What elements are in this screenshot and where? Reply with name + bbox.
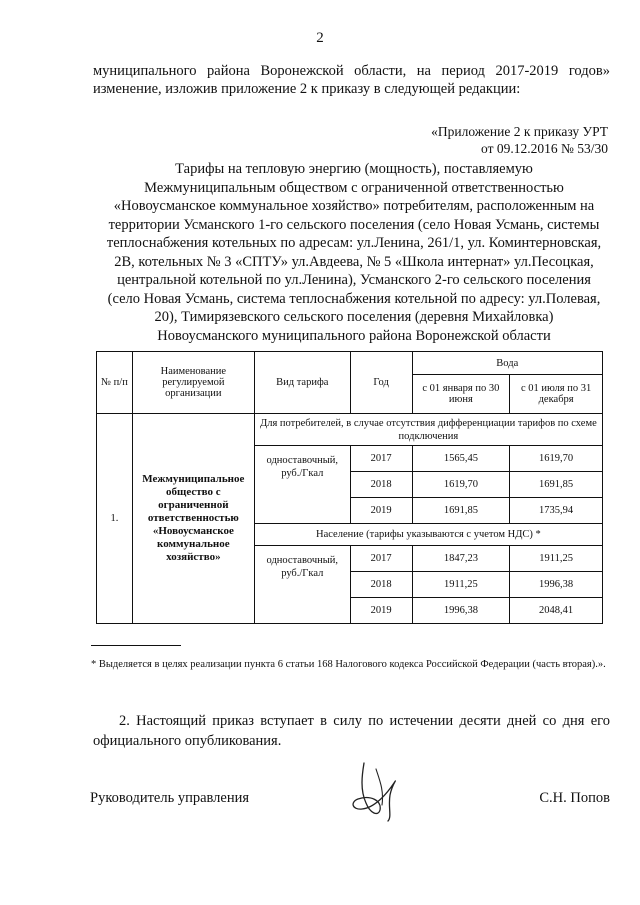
title-line: территории Усманского 1-го сельского поселения (село Новая Усмань, системы bbox=[108, 216, 600, 233]
tariff-table bbox=[96, 351, 603, 624]
paragraph-2: 2. Настоящий приказ вступает в силу по истечении десяти дней со дня его официального опубликования. bbox=[93, 713, 610, 749]
table-note-row bbox=[97, 414, 603, 446]
year-cell: 2019 bbox=[350, 598, 412, 624]
value-cell: 1911,25 bbox=[412, 572, 510, 598]
value-cell: 1565,45 bbox=[412, 446, 510, 472]
year-cell: 2017 bbox=[350, 546, 412, 572]
signatory-name: С.Н. Попов bbox=[539, 790, 610, 806]
title-line: центральной котельной по ул.Ленина), Усманского 2-го сельского поселения bbox=[117, 272, 591, 288]
title-line: 2В, котельных № 3 «СПТУ» ул.Авдеева, № 5 «Школа интернат» ул.Песоцкая, bbox=[114, 253, 594, 270]
value-cell: 2048,41 bbox=[510, 598, 603, 624]
title-line: Тарифы на тепловую энергию (мощность), поставляемую bbox=[175, 161, 533, 177]
tariff-type-cell: одноставочный, руб./Гкал bbox=[254, 446, 350, 524]
header-tariff-type: Вид тарифа bbox=[254, 352, 350, 414]
title-line: «Новоусманское коммунальное хозяйство» потребителям, расположенным на bbox=[113, 198, 595, 214]
handwritten-signature bbox=[340, 755, 420, 825]
row-number: 1. bbox=[97, 414, 133, 624]
value-cell: 1911,25 bbox=[510, 546, 603, 572]
value-cell: 1735,94 bbox=[510, 498, 603, 524]
value-cell: 1996,38 bbox=[510, 572, 603, 598]
value-cell: 1847,23 bbox=[412, 546, 510, 572]
footnote-divider bbox=[91, 645, 181, 646]
value-cell: 1691,85 bbox=[510, 472, 603, 498]
intro-line-1: муниципального района Воронежской области, на период 2017-2019 годов» bbox=[93, 63, 610, 79]
year-cell: 2018 bbox=[350, 472, 412, 498]
page-number: 2 bbox=[316, 30, 324, 46]
header-year: Год bbox=[350, 352, 412, 414]
header-period-1: с 01 января по 30 июня bbox=[412, 375, 510, 414]
header-num: № п/п bbox=[97, 352, 133, 414]
header-period-2: с 01 июля по 31 декабря bbox=[510, 375, 603, 414]
value-cell: 1619,70 bbox=[412, 472, 510, 498]
header-water: Вода bbox=[412, 352, 602, 375]
title-line: Межмуниципальным обществом с ограниченной ответственностью bbox=[144, 179, 564, 196]
signatory-title: Руководитель управления bbox=[90, 790, 250, 806]
year-cell: 2019 bbox=[350, 498, 412, 524]
value-cell: 1619,70 bbox=[510, 446, 603, 472]
appendix-line-2: от 09.12.2016 № 53/30 bbox=[481, 141, 608, 156]
table-header-row bbox=[97, 352, 603, 375]
intro-line-2: изменение, изложив приложение 2 к приказу в следующей редакции: bbox=[93, 81, 521, 97]
title-line: теплоснабжения котельных по адресам: ул.Ленина, 261/1, ул. Коминтерновская, bbox=[106, 235, 602, 251]
header-org: Наименование регулируемой организации bbox=[132, 352, 254, 414]
footnote: * Выделяется в целях реализации пункта 6 статьи 168 Налогового кодекса Российской Федерации (часть вторая).». bbox=[91, 659, 606, 670]
organization-name: Межмуниципальное общество с ограниченной ответственностью «Новоусманское коммунальное хозяйство» bbox=[132, 414, 254, 624]
value-cell: 1996,38 bbox=[412, 598, 510, 624]
tariff-type-cell: одноставочный, руб./Гкал bbox=[254, 546, 350, 624]
title-line: Новоусманского муниципального района Воронежской области bbox=[157, 327, 551, 344]
document-title bbox=[84, 160, 624, 345]
year-cell: 2018 bbox=[350, 572, 412, 598]
title-line: (село Новая Усмань, система теплоснабжения котельной по адресу: ул.Полевая, bbox=[107, 290, 601, 307]
year-cell: 2017 bbox=[350, 446, 412, 472]
appendix-line-1: «Приложение 2 к приказу УРТ bbox=[431, 124, 608, 139]
intro-paragraph bbox=[93, 62, 610, 98]
appendix-reference bbox=[431, 123, 608, 157]
group-note: Для потребителей, в случае отсутствия дифференциации тарифов по схеме подключения bbox=[254, 414, 602, 446]
group-note: Население (тарифы указываются с учетом НДС) * bbox=[254, 524, 602, 546]
value-cell: 1691,85 bbox=[412, 498, 510, 524]
title-line: 20), Тимирязевского сельского поселения (деревня Михайловка) bbox=[154, 309, 554, 325]
